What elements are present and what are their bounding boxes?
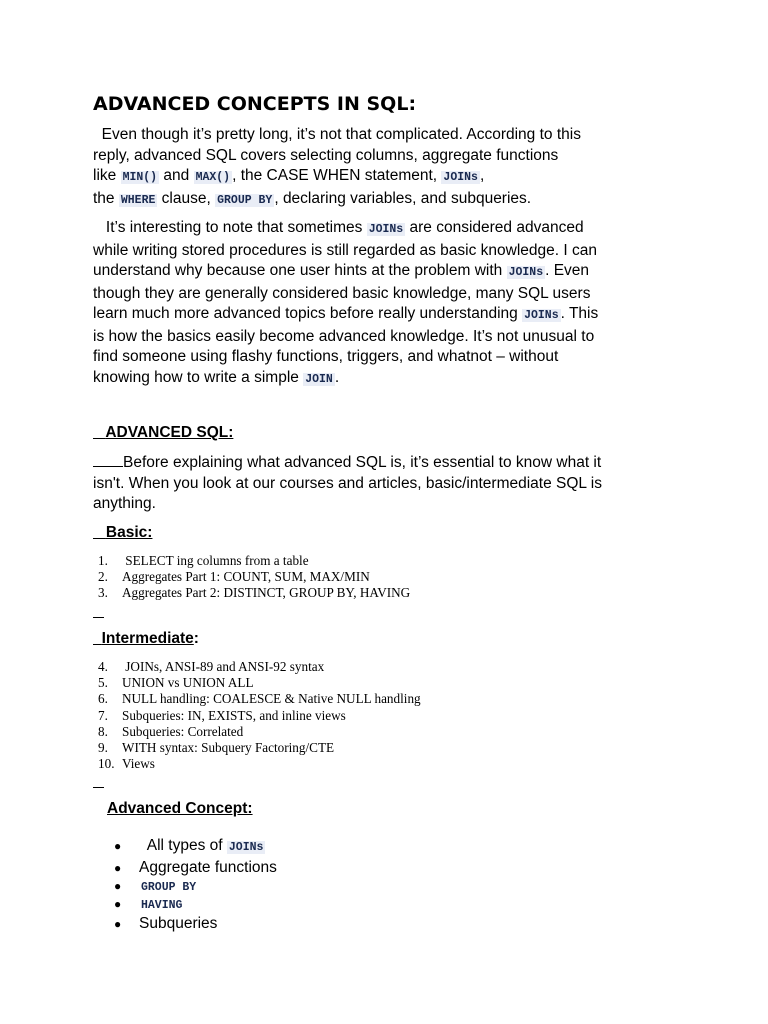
list-item	[98, 708, 421, 724]
text-line: while writing stored procedures is still regarded as basic knowledge. I can	[93, 241, 597, 259]
text-line: though they are generally considered basic knowledge, many SQL users	[93, 284, 591, 302]
list-item	[98, 553, 410, 569]
list-text: Subqueries: IN, EXISTS, and inline views	[122, 707, 346, 723]
list-item	[114, 896, 277, 914]
list-item	[98, 659, 421, 675]
bullet-icon: ●	[114, 879, 122, 893]
list-number: 2.	[98, 569, 108, 585]
text-line: Before explaining what advanced SQL is, it’s essential to know what it	[93, 452, 653, 474]
joins-paragraph	[93, 218, 653, 390]
list-number: 7.	[98, 707, 108, 723]
intermediate-list	[98, 659, 421, 772]
advanced-sql-heading: ADVANCED SQL:	[105, 424, 234, 441]
bullet-icon: ●	[114, 839, 122, 853]
bullet-icon: ●	[114, 861, 122, 875]
list-item	[98, 724, 421, 740]
list-item	[98, 675, 421, 691]
list-item	[98, 740, 421, 756]
text-line: the WHERE clause, GROUP BY , declaring variables, and subqueries.	[93, 189, 532, 207]
blank-underline	[93, 452, 123, 467]
text-line: understand why because one user hints at the problem with JOINs . Even	[93, 262, 590, 279]
list-text: Subqueries: Correlated	[122, 723, 244, 739]
list-number: 4.	[98, 659, 108, 674]
list-text: NULL handling: COALESCE & Native NULL handling	[122, 691, 421, 707]
page-title: ADVANCED CONCEPTS IN SQL:	[93, 93, 417, 115]
advanced-sql-paragraph	[93, 452, 653, 515]
code-joins: JOINs	[368, 223, 404, 236]
intermediate-heading: Intermediate:	[101, 630, 199, 647]
list-item	[98, 756, 421, 772]
list-item: ● All types of JOINs	[114, 837, 264, 854]
list-item: ● Subqueries	[114, 915, 218, 932]
list-text: SELECT ing columns from a table	[122, 553, 309, 568]
basic-list	[98, 553, 410, 602]
list-text: Aggregates Part 2: DISTINCT, GROUP BY, HAVING	[122, 585, 411, 601]
separator-dash	[93, 617, 104, 618]
list-item	[98, 569, 410, 585]
advanced-concept-heading: Advanced Concept:	[107, 800, 253, 817]
code-joins: JOINs	[524, 309, 559, 322]
intro-paragraph	[93, 125, 653, 211]
list-text: JOINs, ANSI-89 and ANSI-92 syntax	[122, 659, 325, 674]
list-number: 9.	[98, 740, 108, 756]
list-item	[114, 878, 277, 896]
code-joins: JOINs	[443, 171, 478, 184]
text-line: Even though it’s pretty long, it’s not that complicated. According to this	[93, 126, 581, 143]
separator-dash	[93, 787, 104, 788]
advanced-concept-list	[114, 836, 277, 934]
text-line: It’s interesting to note that sometimes JOINs are considered advanced	[93, 219, 584, 236]
bullet-icon: ●	[114, 917, 122, 931]
text-line: find someone using flashy functions, triggers, and whatnot – without	[93, 348, 559, 365]
list-number: 1.	[98, 553, 108, 568]
code-joins: JOINs	[508, 266, 544, 279]
code-group-by: GROUP BY	[141, 881, 197, 894]
basic-heading: Basic:	[105, 524, 153, 541]
text-line: like MIN() and MAX() , the CASE WHEN statement, JOINs ,	[93, 167, 485, 184]
text-line: isn't. When you look at our courses and articles, basic/intermediate SQL is	[93, 474, 602, 492]
list-text: UNION vs UNION ALL	[122, 675, 254, 691]
list-text: Views	[122, 756, 155, 772]
list-number: 6.	[98, 691, 108, 707]
text-line: learn much more advanced topics before really understanding JOINs . This	[93, 305, 599, 322]
code-joins: JOINs	[228, 841, 264, 854]
list-item	[98, 585, 410, 601]
text-line: reply, advanced SQL covers selecting columns, aggregate functions	[93, 146, 559, 164]
list-number: 10.	[98, 756, 115, 772]
list-text: WITH syntax: Subquery Factoring/CTE	[122, 740, 335, 756]
list-number: 5.	[98, 675, 108, 691]
text-line: anything.	[93, 495, 156, 512]
text-line: knowing how to write a simple JOIN .	[93, 368, 340, 386]
code-join: JOIN	[305, 372, 333, 386]
list-number: 3.	[98, 585, 108, 601]
code-max: MAX()	[195, 171, 231, 184]
code-group-by: GROUP BY	[217, 193, 273, 207]
list-item: ● Aggregate functions	[114, 859, 277, 876]
code-where: WHERE	[120, 193, 156, 207]
list-number: 8.	[98, 723, 108, 739]
bullet-icon: ●	[114, 897, 122, 911]
text-line: is how the basics easily become advanced knowledge. It’s not unusual to	[93, 327, 595, 345]
code-having: HAVING	[141, 899, 183, 912]
list-item	[98, 691, 421, 707]
list-text: Aggregates Part 1: COUNT, SUM, MAX/MIN	[122, 569, 370, 585]
code-min: MIN()	[122, 171, 158, 184]
